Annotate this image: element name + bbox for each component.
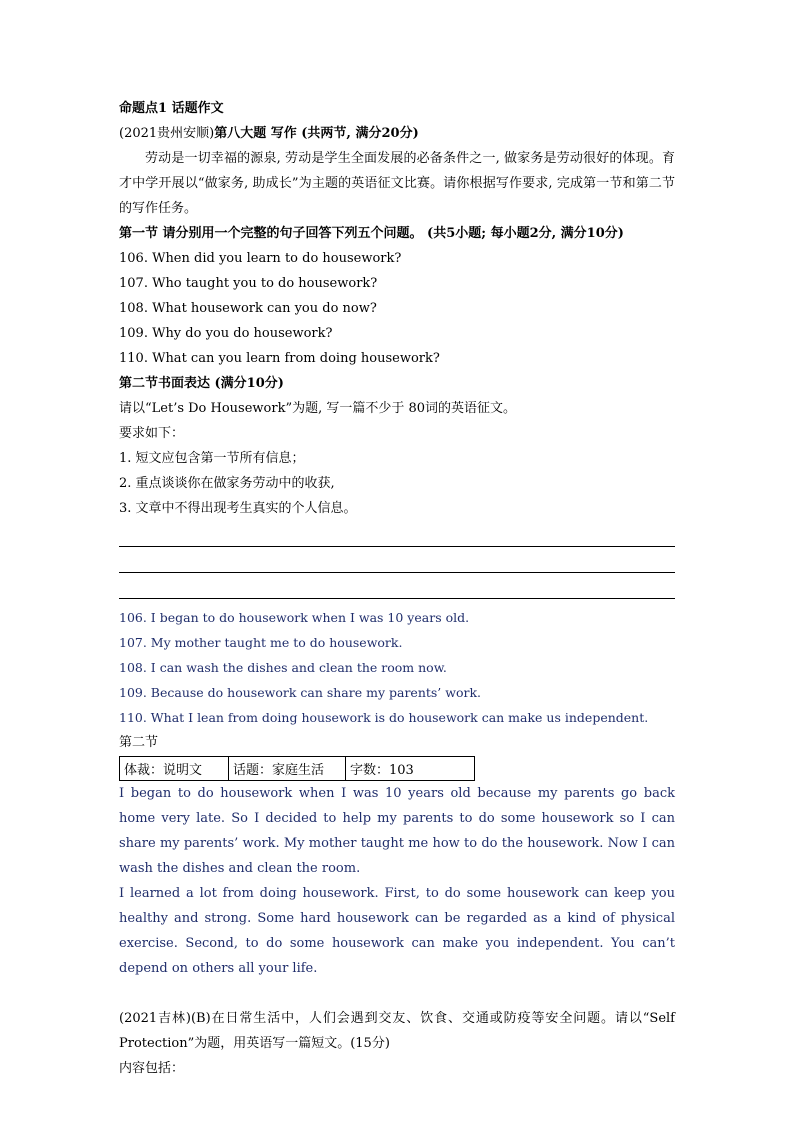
answer-106: 106. I began to do housework when I was 10 years old. bbox=[119, 610, 470, 625]
essay-paragraph-2: I learned a lot from doing housework. First, to do some housework can keep you healthy and strong. Some hard housework can be regarded as a kind of physical exercise. Second, to do some housework can make you independent. You can’t depend on others all your life. bbox=[119, 886, 675, 976]
question-108: 108. What housework can you do now? bbox=[119, 301, 377, 316]
question-107: 107. Who taught you to do housework? bbox=[119, 276, 378, 291]
q1-title bbox=[119, 121, 675, 146]
topic-heading: 命题点1 话题作文 bbox=[119, 101, 224, 116]
q1-intro: 劳动是一切幸福的源泉, 劳动是学生全面发展的必备条件之一, 做家务是劳动很好的体现。育才中学开展以“做家务, 助成长”为主题的英语征文比赛。请你根据写作要求, 完成第一节和第二节的写作任务。 bbox=[119, 151, 675, 216]
answer-109: 109. Because do housework can share my parents’ work. bbox=[119, 685, 482, 700]
question-106: 106. When did you learn to do housework? bbox=[119, 251, 402, 266]
essay-meta-table bbox=[119, 756, 475, 781]
requirement-1: 1. 短文应包含第一节所有信息； bbox=[119, 451, 305, 466]
answer-107: 107. My mother taught me to do housework. bbox=[119, 635, 403, 650]
writing-line-2 bbox=[119, 547, 675, 573]
question-110: 110. What can you learn from doing housework? bbox=[119, 351, 440, 366]
essay-paragraph-1: I began to do housework when I was 10 years old because my parents go back home very late. So I decided to help my parents to do some housework so I can share my parents’ work. My mother taught me how to do the housework. Now I can wash the dishes and clean the room. bbox=[119, 786, 675, 876]
q1-source: (2021贵州安顺) bbox=[119, 126, 215, 141]
section2-title: 第二节书面表达 (满分10分) bbox=[119, 376, 284, 391]
q1-title-text: 第八大题 写作 (共两节, 满分20分) bbox=[214, 126, 419, 141]
answer-110: 110. What I lean from doing housework is do housework can make us independent. bbox=[119, 710, 649, 725]
word-count-cell: 字数：103 bbox=[346, 757, 475, 781]
topic-cell: 话题：家庭生活 bbox=[229, 757, 346, 781]
requirements-label: 要求如下： bbox=[119, 426, 185, 441]
requirement-2: 2. 重点谈谈你在做家务劳动中的收获, bbox=[119, 476, 335, 491]
document-page bbox=[119, 96, 675, 1081]
answer-108: 108. I can wash the dishes and clean the room now. bbox=[119, 660, 447, 675]
writing-line-3 bbox=[119, 573, 675, 599]
section2-prompt: 请以“Let’s Do Housework”为题, 写一篇不少于 80词的英语征文。 bbox=[119, 401, 517, 416]
question-109: 109. Why do you do housework? bbox=[119, 326, 333, 341]
section1-title: 第一节 请分别用一个完整的句子回答下列五个问题。 (共5小题; 每小题2分, 满分10分) bbox=[119, 226, 624, 241]
genre-cell: 体裁：说明文 bbox=[120, 757, 229, 781]
q2-intro: (2021吉林)(B)在日常生活中，人们会遇到交友、饮食、交通或防疫等安全问题。请以“Self Protection”为题，用英语写一篇短文。(15分) bbox=[119, 1011, 675, 1051]
section2-label: 第二节 bbox=[119, 735, 159, 750]
writing-line-1 bbox=[119, 521, 675, 547]
requirement-3: 3. 文章中不得出现考生真实的个人信息。 bbox=[119, 501, 357, 516]
q2-content-label: 内容包括： bbox=[119, 1061, 185, 1076]
